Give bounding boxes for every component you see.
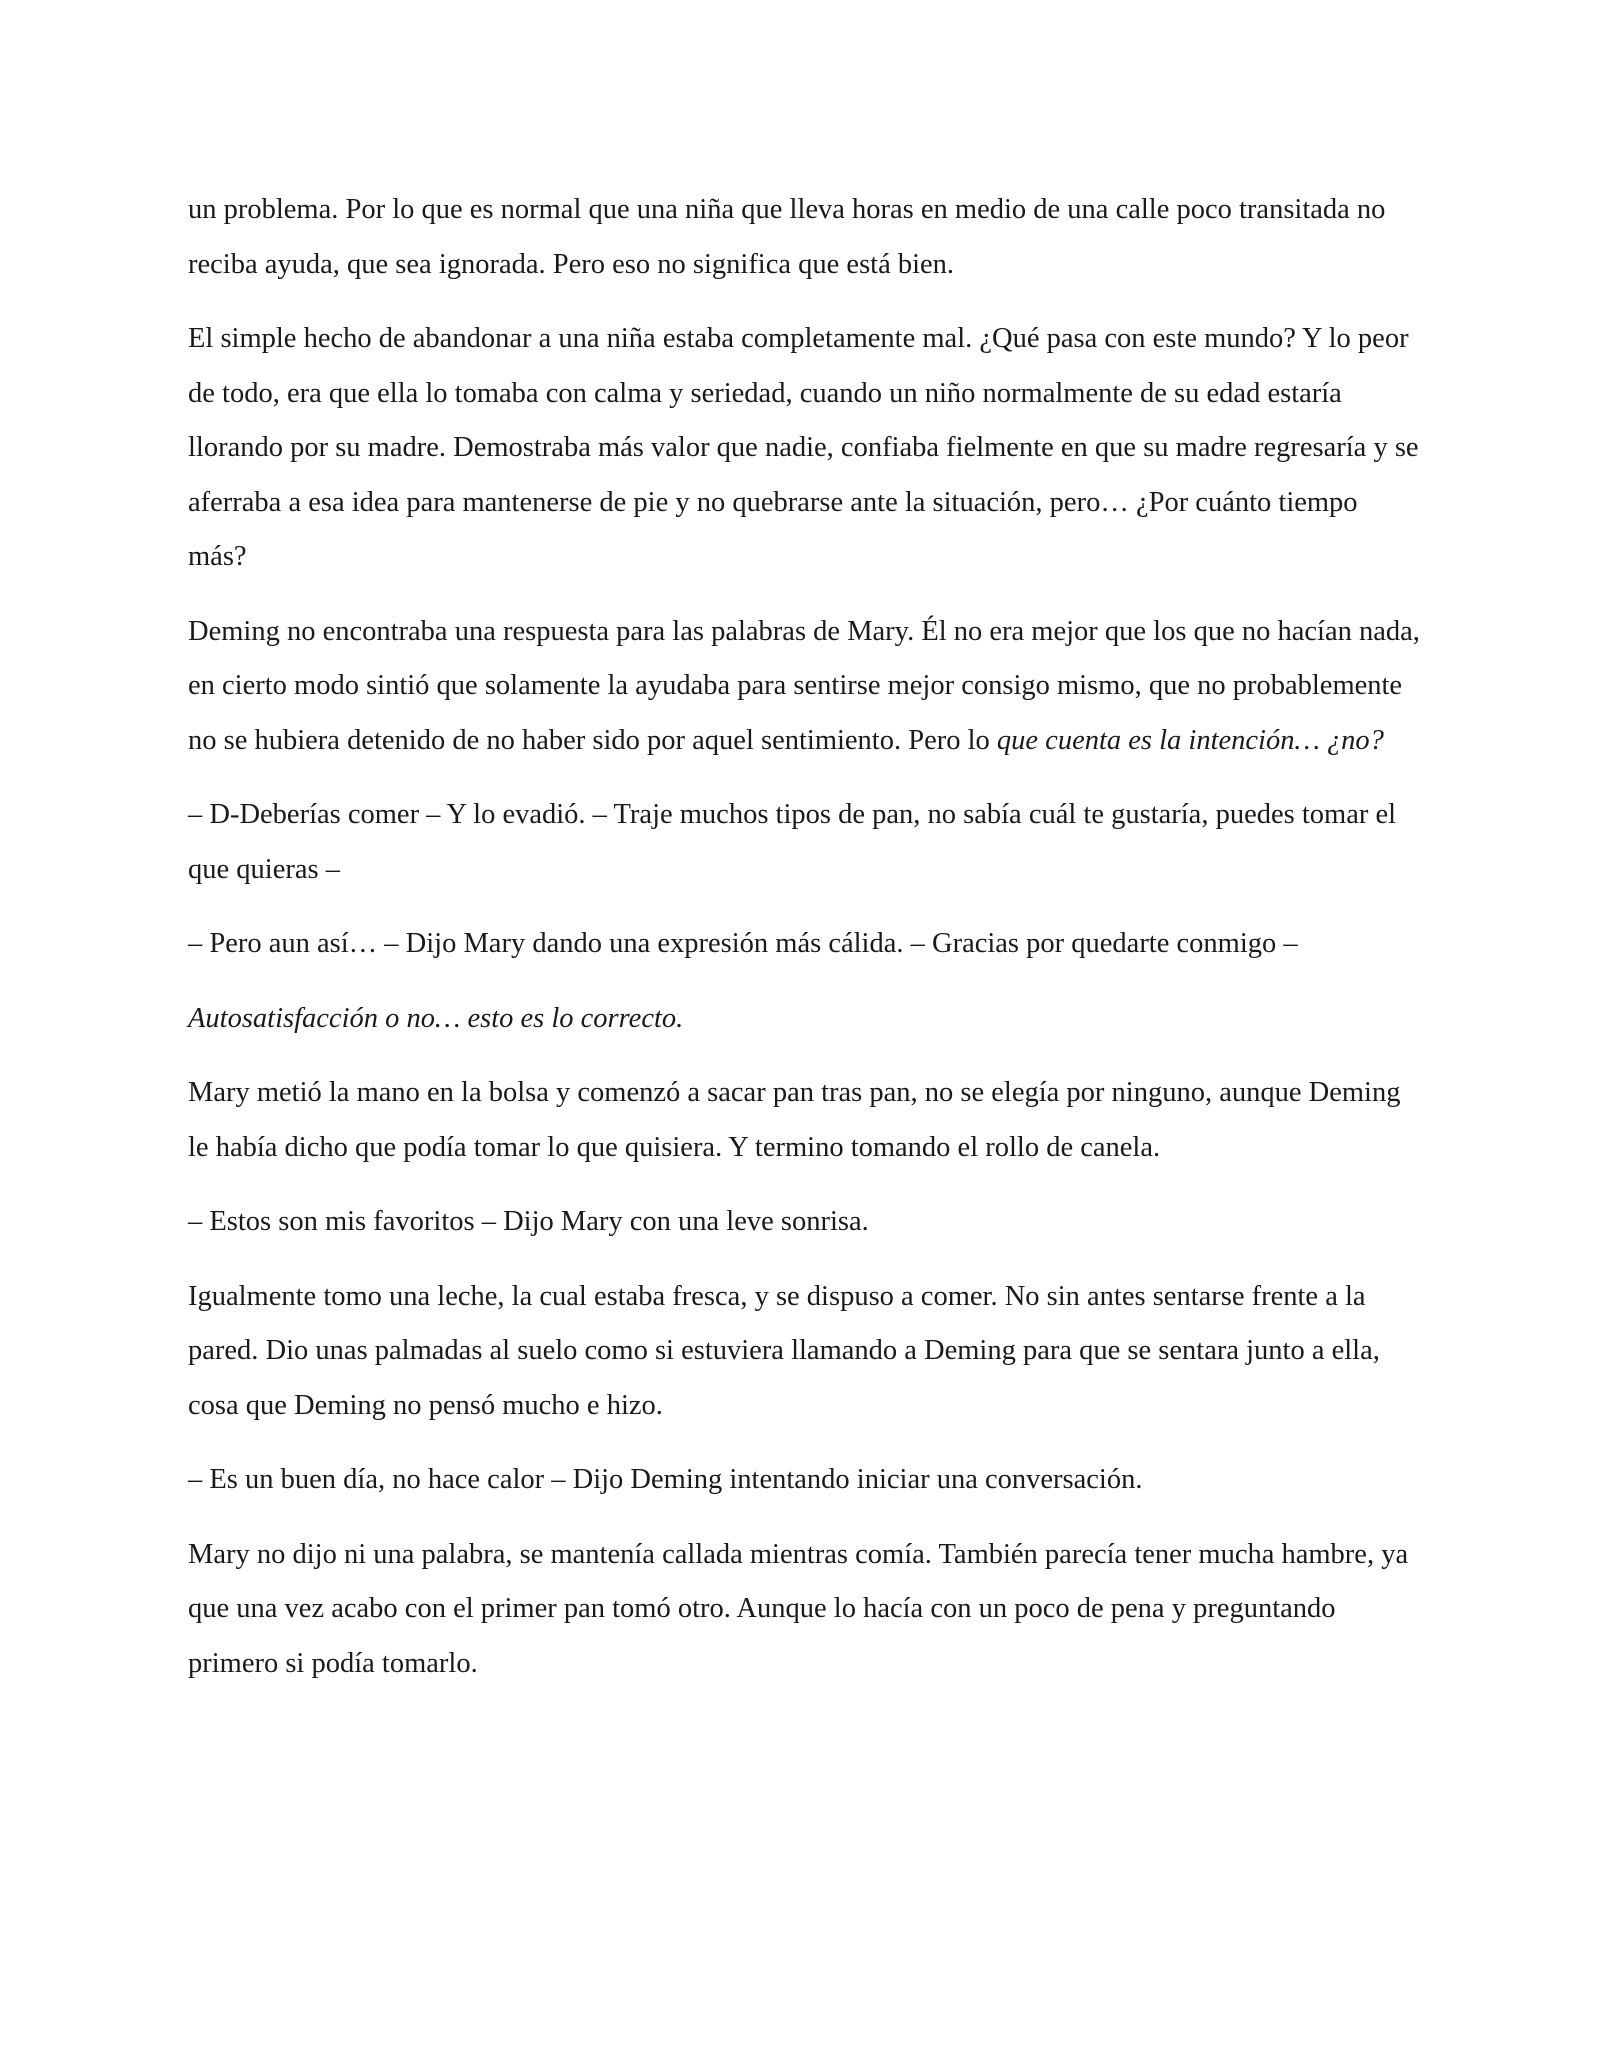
paragraph: Mary metió la mano en la bolsa y comenzó a sacar pan tras pan, no se elegía por ninguno, aunque Deming le había dicho que podía tomar lo que quisiera. Y termino tomando el rollo de canela. bbox=[188, 1077, 1401, 1163]
paragraph-text: Deming no encontraba una respuesta para las palabras de Mary. Él no era mejor que los que no hacían nada, en cierto modo sintió que solamente la ayudaba para sentirse mejor consigo mismo, que no probablemente no se hubiera detenido de no haber sido por aquel sentimiento. Pero lo bbox=[188, 615, 1420, 756]
paragraph bbox=[188, 605, 1420, 769]
dialogue-line: – D-Deberías comer – Y lo evadió. – Traje muchos tipos de pan, no sabía cuál te gustaría, puedes tomar el que quieras – bbox=[188, 799, 1397, 885]
paragraph: El simple hecho de abandonar a una niña estaba completamente mal. ¿Qué pasa con este mundo? Y lo peor de todo, era que ella lo tomaba con calma y seriedad, cuando un niño normalmente de su edad estaría llorando por su madre. Demostraba más valor que nadie, confiaba fielmente en que su madre regresaría y se aferraba a esa idea para mantenerse de pie y no quebrarse ante la situación, pero… ¿Por cuánto tiempo más? bbox=[188, 323, 1419, 572]
dialogue-line: – Estos son mis favoritos – Dijo Mary con una leve sonrisa. bbox=[188, 1206, 869, 1237]
italic-thought: que cuenta es la intención… ¿no? bbox=[996, 724, 1384, 756]
paragraph: Igualmente tomo una leche, la cual estaba fresca, y se dispuso a comer. No sin antes sentarse frente a la pared. Dio unas palmadas al suelo como si estuviera llamando a Deming para que se sentara junto a ella, cosa que Deming no pensó mucho e hizo. bbox=[188, 1280, 1380, 1421]
dialogue-line: – Pero aun así… – Dijo Mary dando una expresión más cálida. – Gracias por quedarte conmigo – bbox=[188, 928, 1298, 959]
body-text bbox=[188, 183, 1420, 1711]
paragraph: Mary no dijo ni una palabra, se mantenía callada mientras comía. También parecía tener mucha hambre, ya que una vez acabo con el primer pan tomó otro. Aunque lo hacía con un poco de pena y preguntando primero si podía tomarlo. bbox=[188, 1538, 1409, 1679]
dialogue-line: – Es un buen día, no hace calor – Dijo Deming intentando iniciar una conversación. bbox=[188, 1464, 1143, 1495]
italic-thought: Autosatisfacción o no… esto es lo correcto. bbox=[188, 1002, 684, 1034]
paragraph: un problema. Por lo que es normal que una niña que lleva horas en medio de una calle poco transitada no reciba ayuda, que sea ignorada. Pero eso no significa que está bien. bbox=[188, 194, 1386, 280]
